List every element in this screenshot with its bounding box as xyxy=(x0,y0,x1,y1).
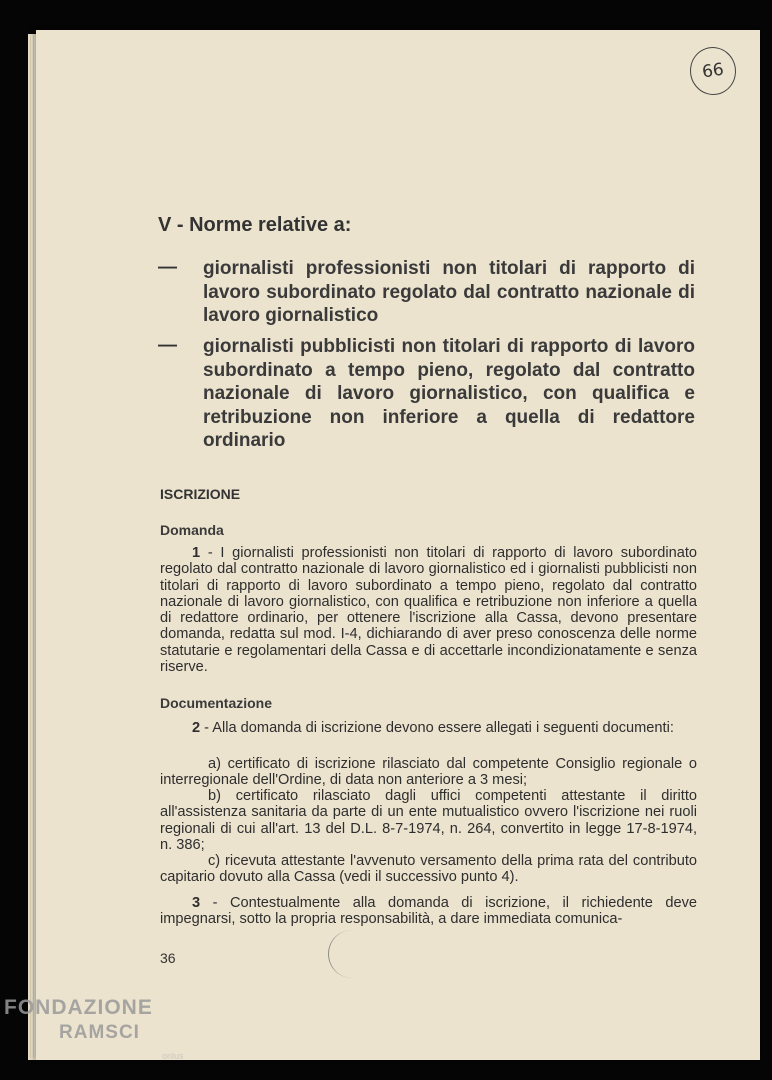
paragraph-text: - Alla domanda di iscrizione devono essere allegati i seguenti documenti: xyxy=(200,720,674,736)
dash-bullet: — xyxy=(158,257,177,278)
heading-iscrizione: ISCRIZIONE xyxy=(160,486,241,502)
dash-bullet: — xyxy=(158,335,177,356)
subheading-documentazione: Documentazione xyxy=(160,695,273,711)
paragraph-documentazione xyxy=(160,720,697,736)
watermark-line-2: RAMSCI xyxy=(59,1022,140,1043)
paragraph-domanda xyxy=(160,545,697,675)
watermark-line-1: FONDAZIONE xyxy=(4,996,153,1019)
stamp-number: 66 xyxy=(700,59,726,83)
paragraph-number: 3 xyxy=(192,895,201,911)
item-a: a) certificato di iscrizione rilasciato dal competente Consiglio regionale o interregionale dell'Ordine, di data non anteriore a 3 mesi; xyxy=(160,756,697,789)
paragraph-number: 2 xyxy=(192,720,201,736)
item-b: b) certificato rilasciato dagli uffici competenti attestante il diritto all'assistenza sanitaria da parte di un ente mutualistico ovvero l'iscrizione nei ruoli regionali di cui all'art. 13 del D.L. 8-7-1974, n. 264, convertito in legge 17-8-1974, n. 386; xyxy=(160,788,697,853)
paragraph-text: - I giornalisti professionisti non titolari di rapporto di lavoro subordinato regolato dal contratto nazionale di lavoro giornalistico ed i giornalisti pubblicisti non titolari di rapporto di lavoro subordinato a tempo pieno, regolato dal contratto nazionale di lavoro giornalistico, con qualifica e retribuzione non inferiore a quella di redattore ordinario, per ottenere l'iscrizione alla Cassa, devono presentare domanda, redatta sul mod. I-4, dichiarando di aver preso conoscenza delle norme statutarie e regolamentari della Cassa e di accettarle incondizionatamente e senza riserve. xyxy=(160,545,697,676)
paragraph-number: 1 xyxy=(192,545,201,561)
paragraph-text: - Contestualmente alla domanda di iscrizione, il richiedente deve impegnarsi, sotto la propria responsabilità, a dare immediata comunica- xyxy=(160,895,697,928)
item-c: c) ricevuta attestante l'avvenuto versamento della prima rata del contributo capitario dovuto alla Cassa (vedi il successivo punto 4). xyxy=(160,853,697,886)
watermark-logo xyxy=(4,996,153,1044)
section-title: V - Norme relative a: xyxy=(158,214,352,236)
list-item-text: giornalisti pubblicisti non titolari di rapporto di lavoro subordinato a tempo pieno, regolato dal contratto nazionale di lavoro giornalistico, con qualifica e retribuzione non inferiore a quella di redattore ordinario xyxy=(203,336,695,451)
page-number: 36 xyxy=(160,950,176,966)
list-item-text: giornalisti professionisti non titolari di rapporto di lavoro subordinato regolato dal contratto nazionale di lavoro giornalistico xyxy=(203,258,695,326)
paragraph-punto-3 xyxy=(160,895,697,928)
watermark-line-3: onlus xyxy=(162,1051,184,1061)
subheading-domanda: Domanda xyxy=(160,522,224,538)
